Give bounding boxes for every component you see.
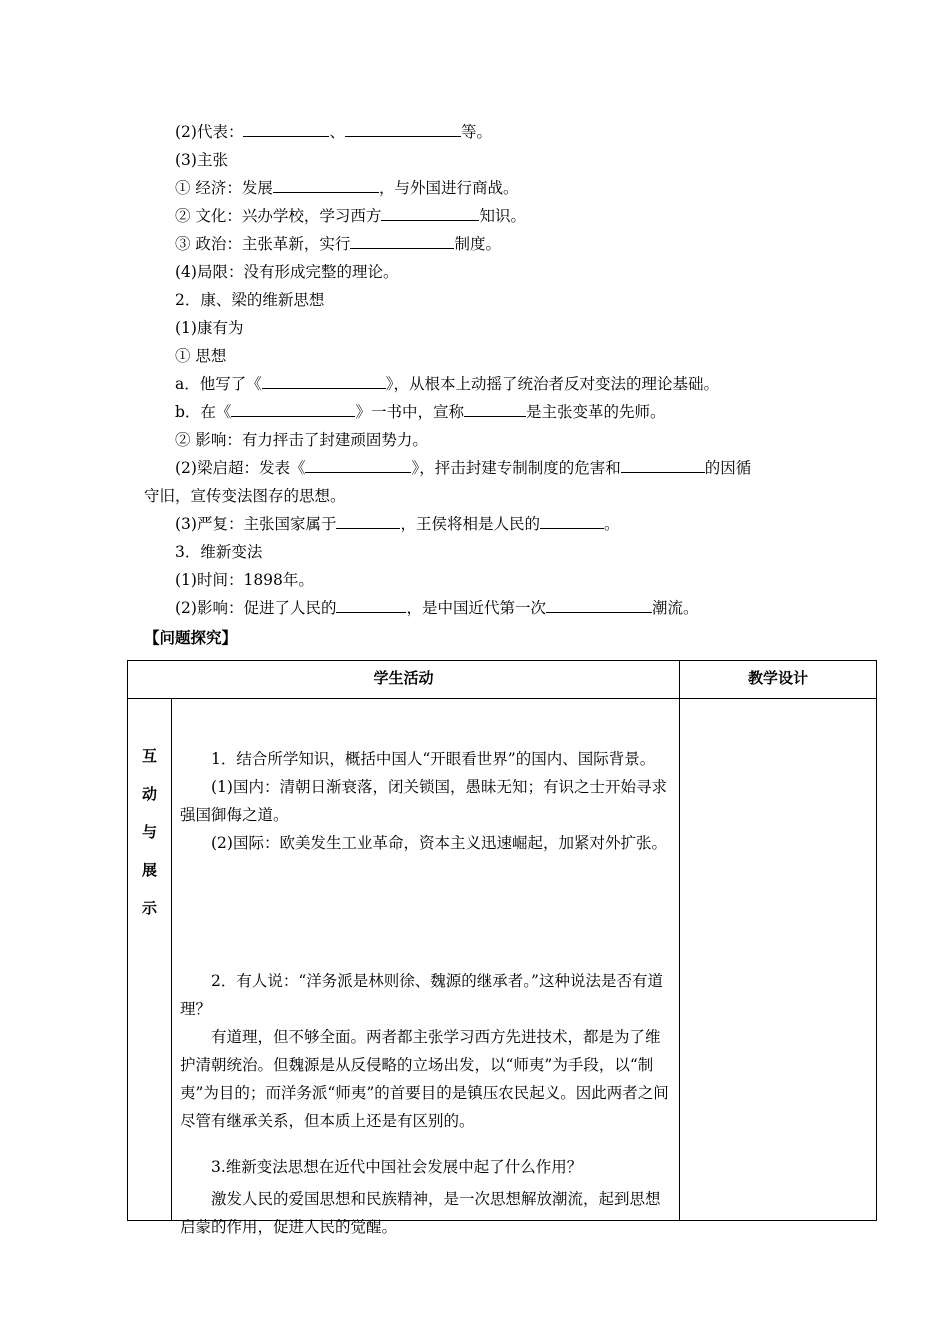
liang-line <box>175 458 751 478</box>
representatives-line <box>175 122 492 142</box>
side-char: 展 <box>141 861 157 879</box>
header-teaching-design: 教学设计 <box>680 661 877 699</box>
text: (2)梁启超：发表《 <box>175 459 306 477</box>
text: b．在《 <box>175 403 232 421</box>
text: ② 文化：兴办学校，学习西方 <box>175 207 382 225</box>
text-line: (3)主张 <box>175 151 228 169</box>
kang-b-line <box>175 402 665 422</box>
blank-field[interactable] <box>345 122 461 137</box>
text: (2)影响：促进了人民的 <box>175 599 337 617</box>
section-title: 【问题探究】 <box>144 629 238 647</box>
text: 、 <box>329 123 345 141</box>
blank-field[interactable] <box>464 402 526 417</box>
question-1: 1．结合所学知识，概括中国人“开眼看世界”的国内、国际背景。 <box>211 750 656 768</box>
text-line: 3．维新变法 <box>175 543 263 561</box>
blank-field[interactable] <box>546 598 652 613</box>
student-activity-cell <box>172 699 680 1236</box>
text: 知识。 <box>479 207 526 225</box>
yan-fu-line <box>175 514 620 534</box>
blank-field[interactable] <box>231 402 355 417</box>
answer-3: 激发人民的爱国思想和民族精神，是一次思想解放潮流，起到思想启蒙的作用，促进人民的觉醒。 <box>180 1190 661 1236</box>
answer-1-international: (2)国际：欧美发生工业革命，资本主义迅速崛起，加紧对外扩张。 <box>211 834 667 852</box>
side-char: 动 <box>141 785 157 803</box>
header-student-activity: 学生活动 <box>128 661 680 699</box>
text: ，与外国进行商战。 <box>378 179 519 197</box>
text-line: (1)康有为 <box>175 319 244 337</box>
question-2: 2．有人说：“洋务派是林则徐、魏源的继承者。”这种说法是否有道理？ <box>180 972 663 1018</box>
economy-line <box>175 178 518 198</box>
blank-field[interactable] <box>336 598 406 613</box>
text-line: (1)时间：1898年。 <box>175 571 314 589</box>
answer-1-domestic: (1)国内：清朝日渐衰落，闭关锁国，愚昧无知；有识之士开始寻求强国御侮之道。 <box>180 778 667 824</box>
text-line: 守旧，宣传变法图存的思想。 <box>144 487 346 505</box>
q1-block <box>180 745 671 857</box>
blank-field[interactable] <box>336 514 400 529</box>
text: ① 经济：发展 <box>175 179 273 197</box>
blank-field[interactable] <box>621 458 705 473</box>
text-line: 2．康、梁的维新思想 <box>175 291 325 309</box>
side-label <box>128 699 172 1221</box>
text-line: ① 思想 <box>175 347 227 365</box>
text: (2)代表： <box>175 123 244 141</box>
text: 》，从根本上动摇了统治者反对变法的理论基础。 <box>385 375 720 393</box>
blank-field[interactable] <box>243 122 329 137</box>
q3-block <box>180 1153 671 1241</box>
text: ，是中国近代第一次 <box>406 599 546 617</box>
blank-field[interactable] <box>262 374 386 389</box>
text: 》一书中，宣称 <box>355 403 464 421</box>
text: 的因循 <box>704 459 752 477</box>
teaching-design-cell[interactable] <box>680 699 877 1221</box>
text: 制度。 <box>454 235 501 253</box>
text: ③ 政治：主张革新，实行 <box>175 235 351 253</box>
text: (3)严复：主张国家属于 <box>175 515 337 533</box>
text: 是主张变革的先师。 <box>525 403 666 421</box>
side-char: 示 <box>141 899 157 917</box>
blank-field[interactable] <box>273 178 379 193</box>
side-char: 与 <box>141 823 157 841</box>
q2-block <box>180 967 671 1135</box>
text: a．他写了《 <box>175 375 262 393</box>
answer-2: 有道理，但不够全面。两者都主张学习西方先进技术，都是为了维护清朝统治。但魏源是从反侵略的立场出发，以“师夷”为手段，以“制夷”为目的；而洋务派“师夷”的首要目的是镇压农民起义。因此两者之间尽管有继承关系，但本质上还是有区别的。 <box>180 1028 669 1130</box>
kang-a-line <box>175 374 719 394</box>
blank-field[interactable] <box>305 458 411 473</box>
side-char: 互 <box>141 747 157 765</box>
politics-line <box>175 234 501 254</box>
text: 潮流。 <box>651 599 699 617</box>
inquiry-table <box>127 660 877 1236</box>
text: 。 <box>603 515 620 533</box>
blank-field[interactable] <box>540 514 604 529</box>
text: 等。 <box>460 123 492 141</box>
text-line: ② 影响：有力抨击了封建顽固势力。 <box>175 431 428 449</box>
blank-field[interactable] <box>381 206 479 221</box>
impact-line <box>175 598 699 618</box>
question-3: 3.维新变法思想在近代中国社会发展中起了什么作用？ <box>211 1158 583 1176</box>
text-line: (4)局限：没有形成完整的理论。 <box>175 263 399 281</box>
text: ，王侯将相是人民的 <box>400 515 540 533</box>
blank-field[interactable] <box>350 234 454 249</box>
culture-line <box>175 206 526 226</box>
text: 》，抨击封建专制制度的危害和 <box>411 459 621 477</box>
